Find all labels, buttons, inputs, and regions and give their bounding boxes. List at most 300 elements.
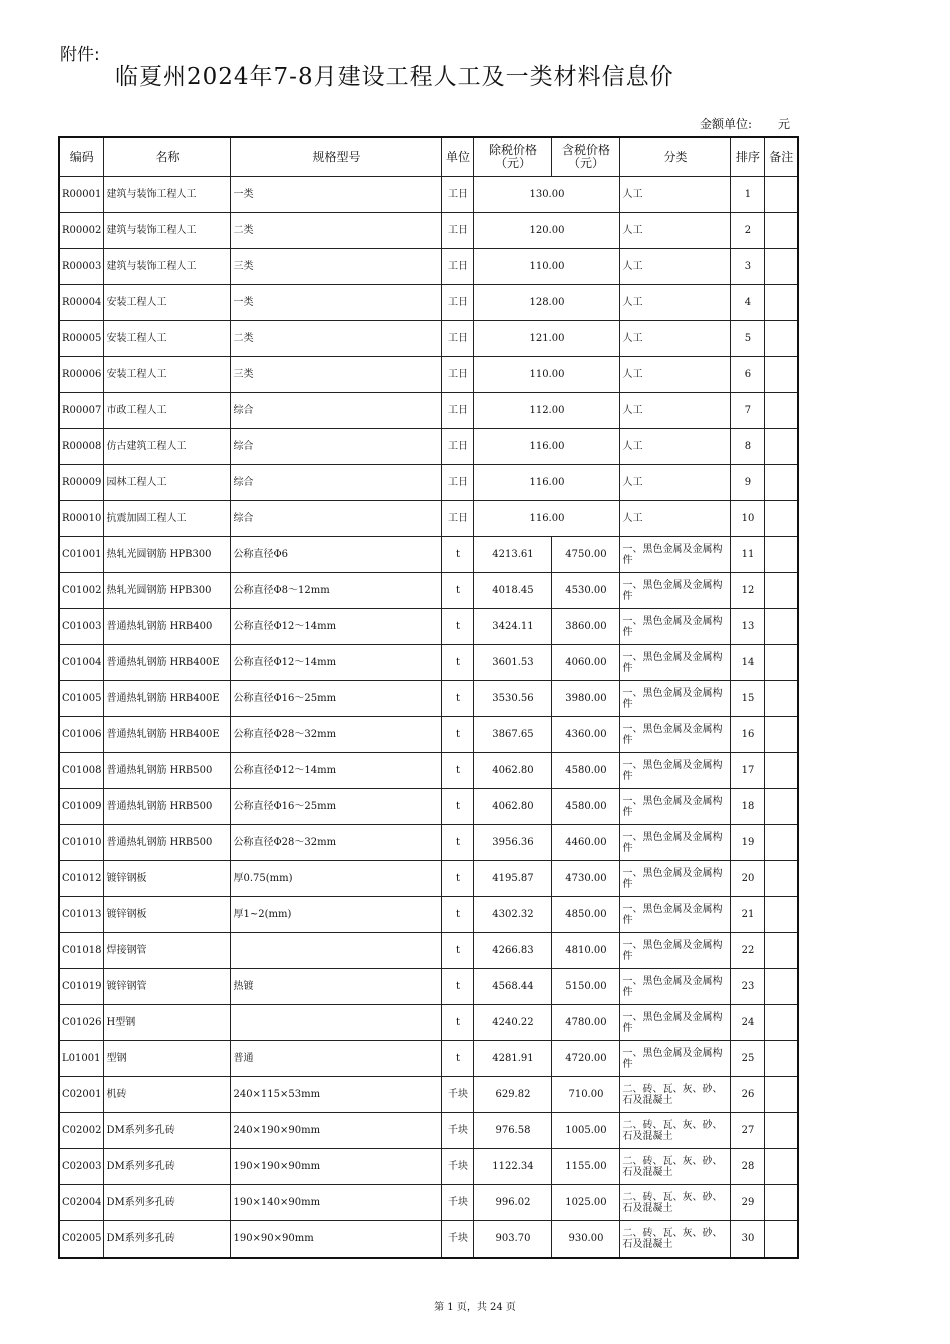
- cell-category: 人工: [620, 429, 731, 465]
- cell-unit: 工日: [442, 393, 474, 429]
- cell-price: 110.00: [474, 249, 620, 285]
- cell-note: [765, 213, 798, 249]
- cell-code: C02005: [59, 1221, 104, 1258]
- cell-price: 110.00: [474, 357, 620, 393]
- cell-note: [765, 1005, 798, 1041]
- cell-name: H型钢: [104, 1005, 231, 1041]
- cell-code: R00006: [59, 357, 104, 393]
- table-row: [59, 1041, 798, 1077]
- cell-code: R00002: [59, 213, 104, 249]
- cell-code: R00005: [59, 321, 104, 357]
- cell-price-in-tax: 4580.00: [552, 753, 620, 789]
- cell-category: 二、砖、瓦、灰、砂、石及混凝土: [620, 1149, 731, 1185]
- cell-category: 人工: [620, 177, 731, 213]
- cell-code: C01005: [59, 681, 104, 717]
- cell-unit: t: [442, 645, 474, 681]
- cell-name: DM系列多孔砖: [104, 1113, 231, 1149]
- cell-note: [765, 573, 798, 609]
- cell-note: [765, 861, 798, 897]
- table-row: [59, 429, 798, 465]
- cell-name: 建筑与装饰工程人工: [104, 177, 231, 213]
- cell-price-in-tax: 4780.00: [552, 1005, 620, 1041]
- cell-seq: 25: [731, 1041, 765, 1077]
- cell-spec: 厚0.75(mm): [231, 861, 442, 897]
- cell-seq: 20: [731, 861, 765, 897]
- cell-code: C01009: [59, 789, 104, 825]
- page-title: 临夏州2024年7-8月建设工程人工及一类材料信息价: [115, 64, 674, 90]
- cell-unit: 千块: [442, 1221, 474, 1258]
- cell-name: 普通热轧钢筋 HRB400E: [104, 681, 231, 717]
- cell-price-ex-tax: 4568.44: [474, 969, 552, 1005]
- cell-code: C01003: [59, 609, 104, 645]
- cell-note: [765, 609, 798, 645]
- cell-spec: 240×115×53mm: [231, 1077, 442, 1113]
- cell-code: C02003: [59, 1149, 104, 1185]
- cell-price-in-tax: 4720.00: [552, 1041, 620, 1077]
- price-table: [58, 136, 799, 1259]
- cell-note: [765, 537, 798, 573]
- cell-price-ex-tax: 4062.80: [474, 753, 552, 789]
- table-row: [59, 1113, 798, 1149]
- cell-note: [765, 681, 798, 717]
- cell-spec: 公称直径Φ12～14mm: [231, 753, 442, 789]
- cell-note: [765, 1221, 798, 1258]
- cell-category: 一、黑色金属及金属构件: [620, 969, 731, 1005]
- page-footer: 第 1 页，共 24 页: [434, 1302, 516, 1313]
- cell-price-in-tax: 1005.00: [552, 1113, 620, 1149]
- cell-unit: 千块: [442, 1113, 474, 1149]
- cell-unit: t: [442, 897, 474, 933]
- cell-note: [765, 753, 798, 789]
- cell-code: R00010: [59, 501, 104, 537]
- column-header-name: 名称: [104, 137, 231, 177]
- cell-name: 普通热轧钢筋 HRB400E: [104, 645, 231, 681]
- cell-note: [765, 717, 798, 753]
- cell-spec: 公称直径Φ8～12mm: [231, 573, 442, 609]
- cell-name: 建筑与装饰工程人工: [104, 249, 231, 285]
- cell-code: C02001: [59, 1077, 104, 1113]
- cell-category: 人工: [620, 393, 731, 429]
- cell-name: 热轧光圆钢筋 HPB300: [104, 537, 231, 573]
- cell-seq: 17: [731, 753, 765, 789]
- currency-unit-value: 元: [778, 117, 791, 131]
- cell-price-ex-tax: 4266.83: [474, 933, 552, 969]
- cell-unit: t: [442, 789, 474, 825]
- cell-code: R00009: [59, 465, 104, 501]
- cell-code: C01012: [59, 861, 104, 897]
- cell-name: 建筑与装饰工程人工: [104, 213, 231, 249]
- table-row: [59, 1221, 798, 1258]
- cell-spec: 综合: [231, 393, 442, 429]
- cell-name: 镀锌钢板: [104, 861, 231, 897]
- cell-price-in-tax: 5150.00: [552, 969, 620, 1005]
- cell-spec: 公称直径Φ6: [231, 537, 442, 573]
- cell-unit: 工日: [442, 321, 474, 357]
- cell-price: 112.00: [474, 393, 620, 429]
- table-row: [59, 717, 798, 753]
- table-row: [59, 393, 798, 429]
- cell-note: [765, 393, 798, 429]
- cell-code: C02002: [59, 1113, 104, 1149]
- cell-unit: t: [442, 717, 474, 753]
- cell-category: 二、砖、瓦、灰、砂、石及混凝土: [620, 1221, 731, 1258]
- cell-price-ex-tax: 4018.45: [474, 573, 552, 609]
- cell-spec: [231, 1005, 442, 1041]
- cell-note: [765, 321, 798, 357]
- cell-price: 116.00: [474, 501, 620, 537]
- cell-category: 一、黑色金属及金属构件: [620, 573, 731, 609]
- cell-note: [765, 285, 798, 321]
- column-header-spec: 规格型号: [231, 137, 442, 177]
- cell-spec: 综合: [231, 429, 442, 465]
- cell-unit: 工日: [442, 285, 474, 321]
- cell-unit: 工日: [442, 357, 474, 393]
- cell-code: C01013: [59, 897, 104, 933]
- attachment-label: 附件:: [60, 45, 100, 65]
- column-header-code: 编码: [59, 137, 104, 177]
- table-row: [59, 645, 798, 681]
- cell-name: 型钢: [104, 1041, 231, 1077]
- cell-seq: 30: [731, 1221, 765, 1258]
- cell-category: 一、黑色金属及金属构件: [620, 537, 731, 573]
- cell-category: 二、砖、瓦、灰、砂、石及混凝土: [620, 1185, 731, 1221]
- cell-name: 园林工程人工: [104, 465, 231, 501]
- cell-spec: 公称直径Φ12～14mm: [231, 645, 442, 681]
- cell-seq: 16: [731, 717, 765, 753]
- cell-category: 人工: [620, 213, 731, 249]
- cell-spec: 190×190×90mm: [231, 1149, 442, 1185]
- cell-name: 抗震加固工程人工: [104, 501, 231, 537]
- cell-seq: 8: [731, 429, 765, 465]
- cell-code: C01018: [59, 933, 104, 969]
- cell-unit: 工日: [442, 429, 474, 465]
- cell-seq: 18: [731, 789, 765, 825]
- cell-spec: 厚1~2(mm): [231, 897, 442, 933]
- table-row: [59, 501, 798, 537]
- cell-unit: t: [442, 825, 474, 861]
- cell-category: 一、黑色金属及金属构件: [620, 681, 731, 717]
- cell-price: 116.00: [474, 429, 620, 465]
- cell-name: DM系列多孔砖: [104, 1185, 231, 1221]
- cell-price-ex-tax: 4302.32: [474, 897, 552, 933]
- cell-seq: 29: [731, 1185, 765, 1221]
- cell-category: 人工: [620, 501, 731, 537]
- cell-price-ex-tax: 629.82: [474, 1077, 552, 1113]
- cell-note: [765, 465, 798, 501]
- cell-spec: [231, 933, 442, 969]
- table-row: [59, 969, 798, 1005]
- cell-unit: 工日: [442, 465, 474, 501]
- cell-price-ex-tax: 903.70: [474, 1221, 552, 1258]
- column-header-price-ex-tax: 除税价格（元）: [474, 137, 552, 177]
- cell-note: [765, 825, 798, 861]
- cell-price-in-tax: 1155.00: [552, 1149, 620, 1185]
- cell-seq: 19: [731, 825, 765, 861]
- table-row: [59, 285, 798, 321]
- cell-category: 一、黑色金属及金属构件: [620, 825, 731, 861]
- cell-note: [765, 645, 798, 681]
- cell-code: C02004: [59, 1185, 104, 1221]
- cell-code: C01001: [59, 537, 104, 573]
- cell-code: C01026: [59, 1005, 104, 1041]
- cell-seq: 12: [731, 573, 765, 609]
- cell-spec: 240×190×90mm: [231, 1113, 442, 1149]
- cell-seq: 13: [731, 609, 765, 645]
- cell-price-ex-tax: 1122.34: [474, 1149, 552, 1185]
- cell-unit: t: [442, 1041, 474, 1077]
- table-row: [59, 465, 798, 501]
- cell-note: [765, 501, 798, 537]
- table-row: [59, 321, 798, 357]
- cell-seq: 2: [731, 213, 765, 249]
- cell-unit: t: [442, 537, 474, 573]
- cell-seq: 26: [731, 1077, 765, 1113]
- cell-note: [765, 1113, 798, 1149]
- cell-price: 116.00: [474, 465, 620, 501]
- cell-seq: 28: [731, 1149, 765, 1185]
- cell-note: [765, 249, 798, 285]
- cell-seq: 4: [731, 285, 765, 321]
- cell-price-in-tax: 4060.00: [552, 645, 620, 681]
- table-row: [59, 609, 798, 645]
- cell-seq: 21: [731, 897, 765, 933]
- cell-category: 二、砖、瓦、灰、砂、石及混凝土: [620, 1077, 731, 1113]
- cell-category: 人工: [620, 357, 731, 393]
- cell-note: [765, 969, 798, 1005]
- cell-unit: t: [442, 681, 474, 717]
- table-row: [59, 357, 798, 393]
- cell-name: 普通热轧钢筋 HRB500: [104, 825, 231, 861]
- cell-code: R00001: [59, 177, 104, 213]
- cell-note: [765, 897, 798, 933]
- cell-price: 128.00: [474, 285, 620, 321]
- table-row: [59, 213, 798, 249]
- cell-price-ex-tax: 4240.22: [474, 1005, 552, 1041]
- cell-seq: 1: [731, 177, 765, 213]
- table-row: [59, 897, 798, 933]
- cell-price-ex-tax: 3601.53: [474, 645, 552, 681]
- cell-spec: 公称直径Φ28～32mm: [231, 717, 442, 753]
- cell-seq: 11: [731, 537, 765, 573]
- cell-price-ex-tax: 3530.56: [474, 681, 552, 717]
- cell-note: [765, 789, 798, 825]
- cell-unit: t: [442, 753, 474, 789]
- cell-category: 一、黑色金属及金属构件: [620, 1005, 731, 1041]
- cell-code: C01019: [59, 969, 104, 1005]
- cell-note: [765, 429, 798, 465]
- table-row: [59, 573, 798, 609]
- cell-category: 人工: [620, 285, 731, 321]
- cell-seq: 15: [731, 681, 765, 717]
- column-header-seq: 排序: [731, 137, 765, 177]
- cell-code: R00003: [59, 249, 104, 285]
- cell-price: 120.00: [474, 213, 620, 249]
- cell-code: C01006: [59, 717, 104, 753]
- cell-price-in-tax: 3980.00: [552, 681, 620, 717]
- cell-spec: 公称直径Φ16～25mm: [231, 681, 442, 717]
- table-row: [59, 249, 798, 285]
- table-row: [59, 825, 798, 861]
- cell-note: [765, 1041, 798, 1077]
- cell-seq: 24: [731, 1005, 765, 1041]
- cell-spec: 普通: [231, 1041, 442, 1077]
- cell-name: 仿古建筑工程人工: [104, 429, 231, 465]
- cell-name: 镀锌钢管: [104, 969, 231, 1005]
- cell-seq: 14: [731, 645, 765, 681]
- table-row: [59, 753, 798, 789]
- table-row: [59, 1185, 798, 1221]
- cell-seq: 27: [731, 1113, 765, 1149]
- cell-price-in-tax: 4530.00: [552, 573, 620, 609]
- cell-price-in-tax: 3860.00: [552, 609, 620, 645]
- cell-price-in-tax: 4810.00: [552, 933, 620, 969]
- cell-spec: 公称直径Φ16～25mm: [231, 789, 442, 825]
- cell-spec: 公称直径Φ12～14mm: [231, 609, 442, 645]
- cell-unit: t: [442, 861, 474, 897]
- cell-price-ex-tax: 3867.65: [474, 717, 552, 753]
- cell-seq: 10: [731, 501, 765, 537]
- cell-code: C01002: [59, 573, 104, 609]
- cell-price-in-tax: 4580.00: [552, 789, 620, 825]
- cell-unit: 千块: [442, 1149, 474, 1185]
- cell-price-in-tax: 4460.00: [552, 825, 620, 861]
- cell-name: 普通热轧钢筋 HRB400E: [104, 717, 231, 753]
- cell-price-in-tax: 4360.00: [552, 717, 620, 753]
- cell-spec: 三类: [231, 357, 442, 393]
- cell-code: L01001: [59, 1041, 104, 1077]
- cell-spec: 二类: [231, 321, 442, 357]
- cell-category: 人工: [620, 321, 731, 357]
- cell-spec: 综合: [231, 501, 442, 537]
- cell-price-in-tax: 1025.00: [552, 1185, 620, 1221]
- cell-unit: t: [442, 1005, 474, 1041]
- cell-code: C01010: [59, 825, 104, 861]
- cell-category: 一、黑色金属及金属构件: [620, 861, 731, 897]
- column-header-unit: 单位: [442, 137, 474, 177]
- cell-seq: 23: [731, 969, 765, 1005]
- cell-price: 121.00: [474, 321, 620, 357]
- cell-spec: 公称直径Φ28～32mm: [231, 825, 442, 861]
- cell-name: 镀锌钢板: [104, 897, 231, 933]
- cell-note: [765, 1077, 798, 1113]
- cell-price-ex-tax: 4281.91: [474, 1041, 552, 1077]
- cell-name: 普通热轧钢筋 HRB400: [104, 609, 231, 645]
- cell-name: 普通热轧钢筋 HRB500: [104, 753, 231, 789]
- cell-price-ex-tax: 3424.11: [474, 609, 552, 645]
- cell-name: DM系列多孔砖: [104, 1221, 231, 1258]
- table-row: [59, 1005, 798, 1041]
- table-row: [59, 933, 798, 969]
- cell-spec: 综合: [231, 465, 442, 501]
- cell-code: R00007: [59, 393, 104, 429]
- cell-price-ex-tax: 996.02: [474, 1185, 552, 1221]
- cell-seq: 3: [731, 249, 765, 285]
- table-row: [59, 177, 798, 213]
- cell-name: 安装工程人工: [104, 285, 231, 321]
- cell-name: 普通热轧钢筋 HRB500: [104, 789, 231, 825]
- cell-name: 机砖: [104, 1077, 231, 1113]
- cell-category: 一、黑色金属及金属构件: [620, 1041, 731, 1077]
- cell-spec: 190×140×90mm: [231, 1185, 442, 1221]
- cell-category: 一、黑色金属及金属构件: [620, 645, 731, 681]
- cell-category: 一、黑色金属及金属构件: [620, 789, 731, 825]
- cell-spec: 一类: [231, 177, 442, 213]
- cell-price-ex-tax: 4062.80: [474, 789, 552, 825]
- cell-note: [765, 1149, 798, 1185]
- table-row: [59, 1149, 798, 1185]
- cell-seq: 7: [731, 393, 765, 429]
- cell-unit: 工日: [442, 177, 474, 213]
- cell-price-ex-tax: 976.58: [474, 1113, 552, 1149]
- cell-seq: 9: [731, 465, 765, 501]
- cell-price: 130.00: [474, 177, 620, 213]
- cell-price-in-tax: 710.00: [552, 1077, 620, 1113]
- cell-unit: 工日: [442, 213, 474, 249]
- table-row: [59, 1077, 798, 1113]
- cell-name: 市政工程人工: [104, 393, 231, 429]
- cell-name: 焊接钢管: [104, 933, 231, 969]
- cell-spec: 二类: [231, 213, 442, 249]
- cell-note: [765, 177, 798, 213]
- cell-code: R00004: [59, 285, 104, 321]
- currency-unit-label: 金额单位:: [700, 117, 753, 131]
- cell-unit: 千块: [442, 1077, 474, 1113]
- cell-name: 热轧光圆钢筋 HPB300: [104, 573, 231, 609]
- cell-code: C01004: [59, 645, 104, 681]
- column-header-price-in-tax: 含税价格（元）: [552, 137, 620, 177]
- cell-category: 一、黑色金属及金属构件: [620, 717, 731, 753]
- cell-seq: 5: [731, 321, 765, 357]
- cell-name: 安装工程人工: [104, 357, 231, 393]
- cell-unit: t: [442, 933, 474, 969]
- cell-price-ex-tax: 3956.36: [474, 825, 552, 861]
- cell-unit: 工日: [442, 249, 474, 285]
- cell-unit: t: [442, 609, 474, 645]
- cell-spec: 190×90×90mm: [231, 1221, 442, 1258]
- cell-category: 一、黑色金属及金属构件: [620, 933, 731, 969]
- cell-price-in-tax: 4730.00: [552, 861, 620, 897]
- cell-category: 一、黑色金属及金属构件: [620, 897, 731, 933]
- cell-seq: 6: [731, 357, 765, 393]
- cell-price-in-tax: 930.00: [552, 1221, 620, 1258]
- cell-note: [765, 357, 798, 393]
- table-row: [59, 861, 798, 897]
- cell-seq: 22: [731, 933, 765, 969]
- table-row: [59, 681, 798, 717]
- cell-price-in-tax: 4750.00: [552, 537, 620, 573]
- cell-note: [765, 933, 798, 969]
- cell-category: 一、黑色金属及金属构件: [620, 753, 731, 789]
- table-row: [59, 789, 798, 825]
- cell-category: 人工: [620, 249, 731, 285]
- table-header-row: [59, 137, 798, 177]
- column-header-category: 分类: [620, 137, 731, 177]
- cell-code: C01008: [59, 753, 104, 789]
- cell-unit: t: [442, 573, 474, 609]
- cell-spec: 热镀: [231, 969, 442, 1005]
- cell-note: [765, 1185, 798, 1221]
- cell-category: 二、砖、瓦、灰、砂、石及混凝土: [620, 1113, 731, 1149]
- table-row: [59, 537, 798, 573]
- cell-unit: t: [442, 969, 474, 1005]
- cell-price-ex-tax: 4213.61: [474, 537, 552, 573]
- cell-name: 安装工程人工: [104, 321, 231, 357]
- cell-unit: 工日: [442, 501, 474, 537]
- cell-category: 人工: [620, 465, 731, 501]
- cell-category: 一、黑色金属及金属构件: [620, 609, 731, 645]
- cell-price-in-tax: 4850.00: [552, 897, 620, 933]
- cell-spec: 一类: [231, 285, 442, 321]
